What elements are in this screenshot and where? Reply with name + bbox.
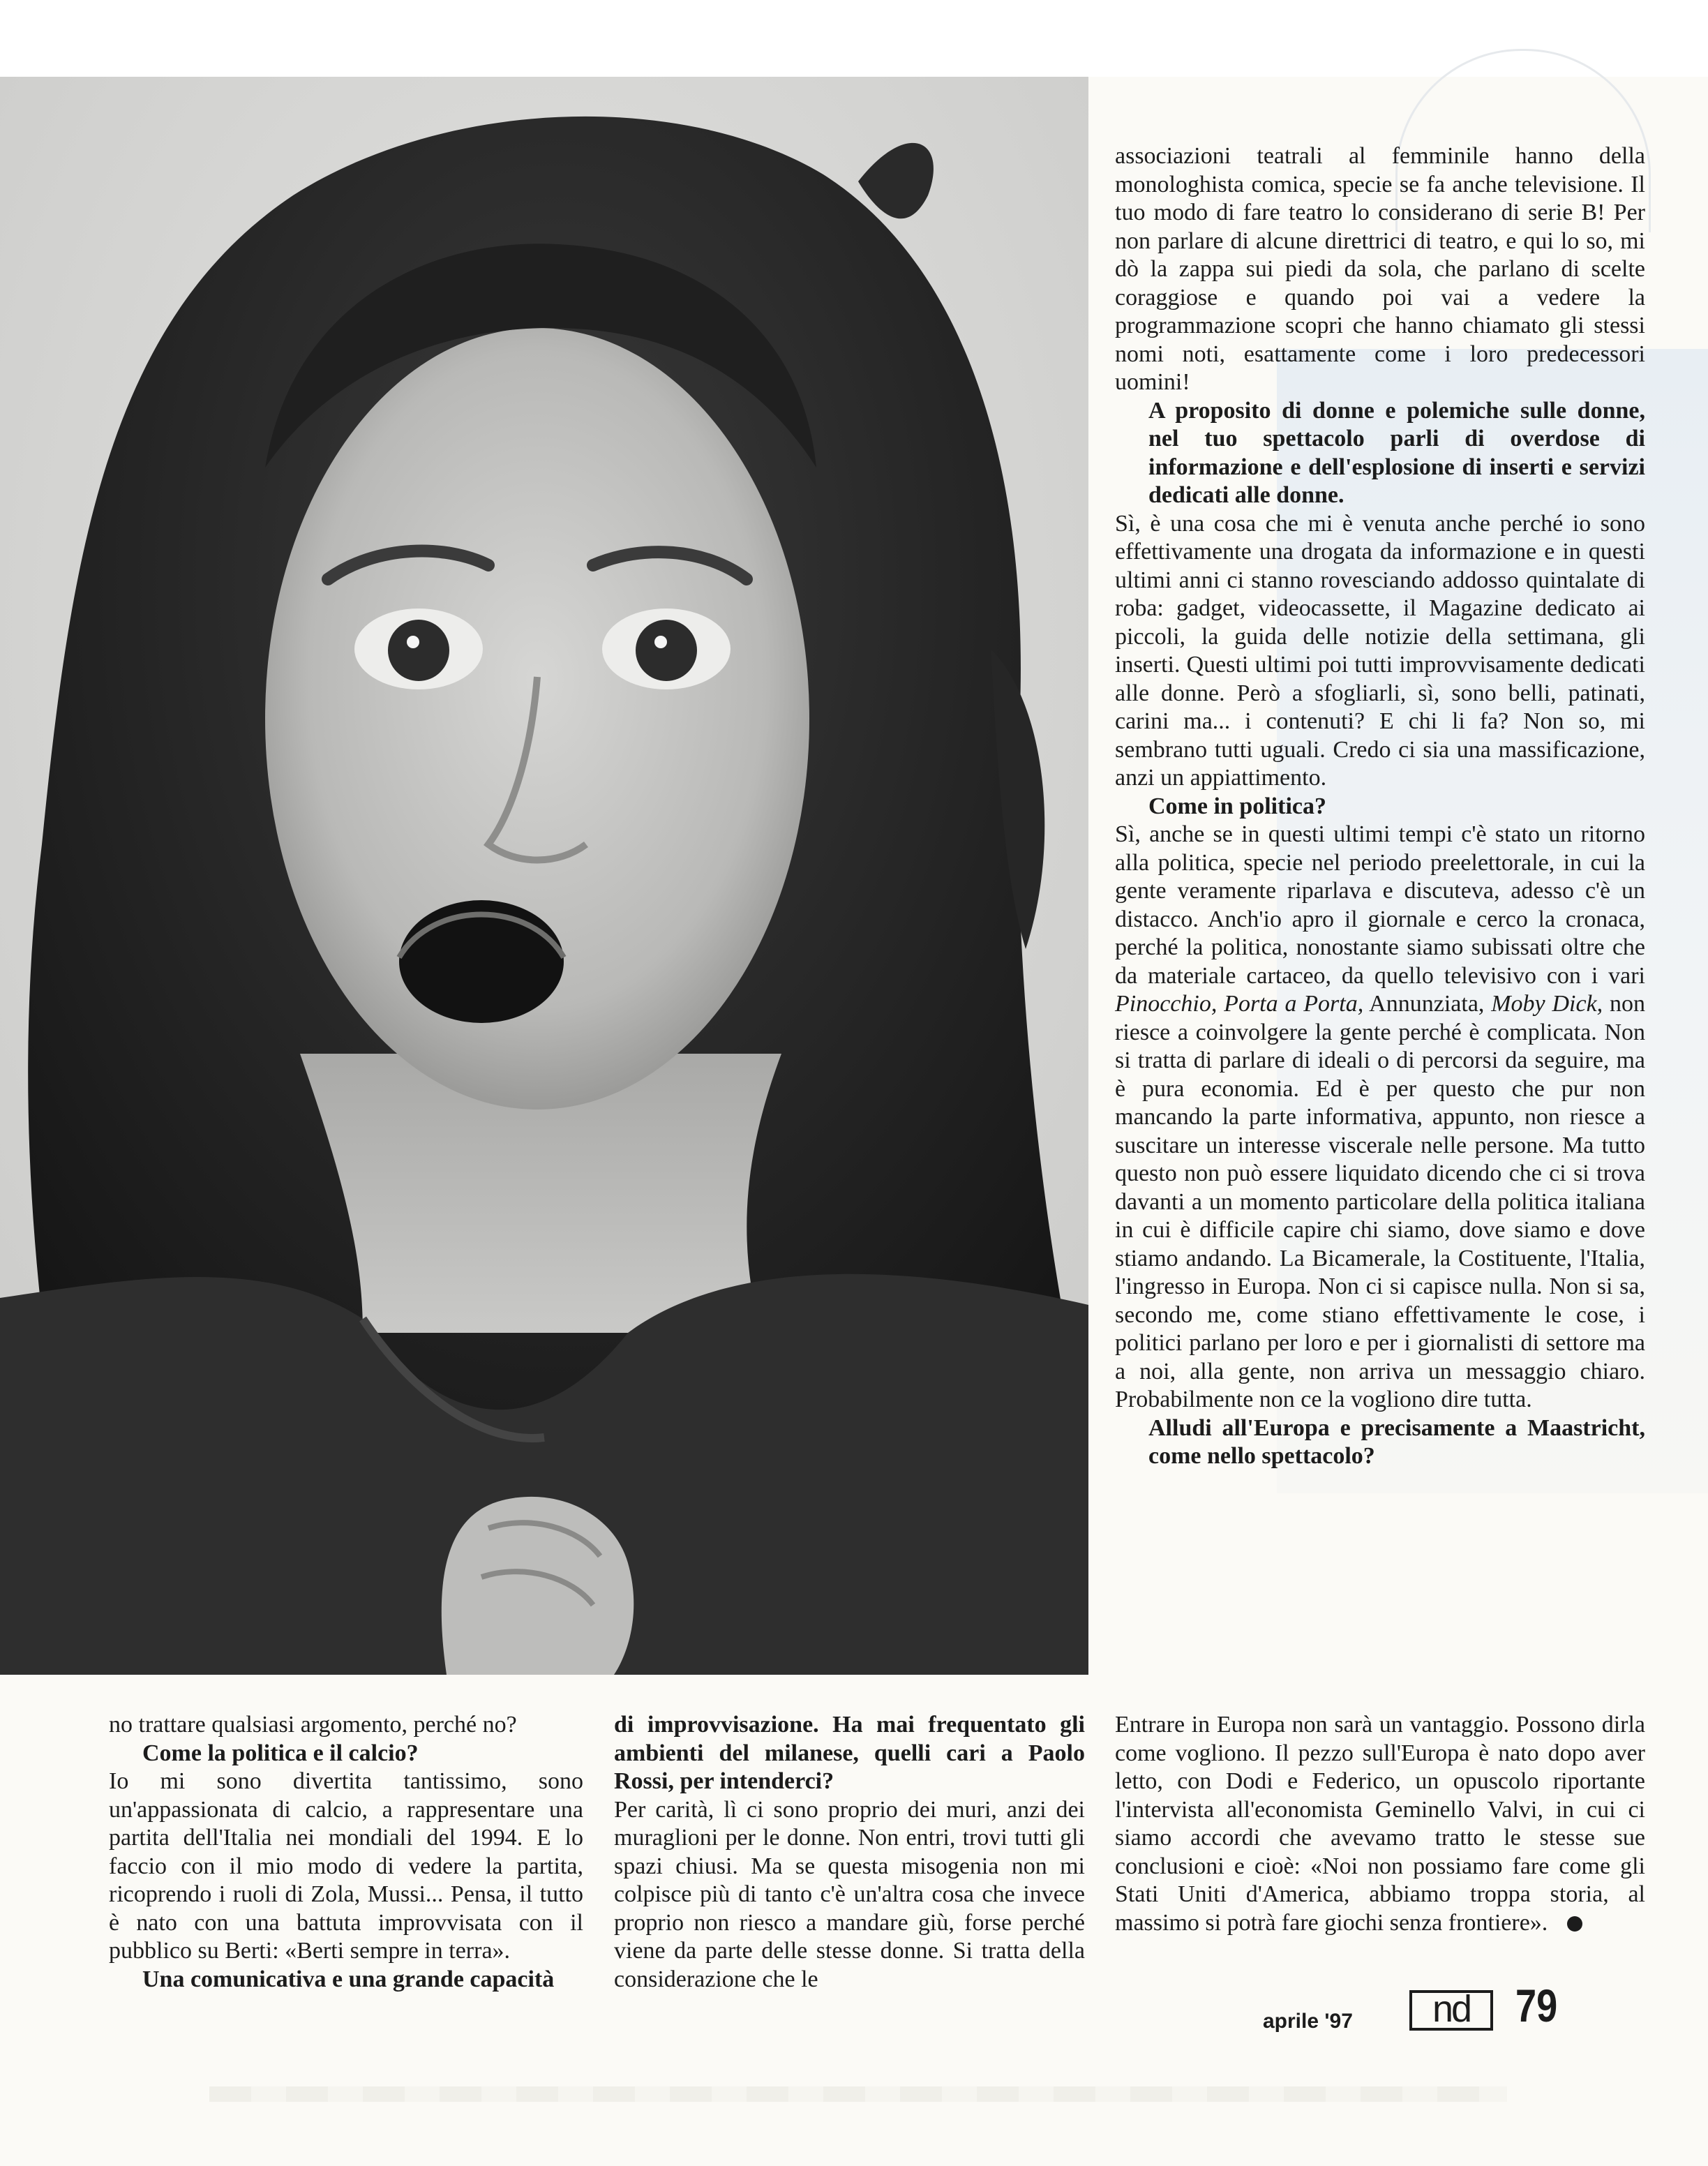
answer-text: non riesce a coinvolgere la gente perché è complicata. Non si tratta di parlare di ideali o di percorsi da seguire, ma è pura economia. Ed è per questo che pur non mancando la parte informativa, appunto, non riesce a suscitare un interesse viscerale nelle persone. Ma tutto questo non può essere liquidato dicendo che ci si trova davanti a un momento particolare della politica italiana in cui è difficile capire chi siamo, dove siamo e dove stiamo andando. La Bicamerale, la Costituente, l'Italia, l'ingresso in Europa. Non ci si capisce nulla. Non si sa, secondo me, come stiano effettivamente le cose, i politici parlano per loro e per i giornalisti di settore ma a noi, alla gente, non arriva un messaggio chiaro. Probabilmente non ce la vogliono dire tutta. [1115,991,1645,1412]
interview-question: Come la politica e il calcio? [142,1740,419,1766]
answer-paragraph [1115,821,1645,1414]
interview-question: Come in politica? [1148,793,1326,819]
answer-paragraph: Per carità, lì ci sono proprio dei muri, anzi dei muraglioni per le donne. Non entri, trovi tutti gli spazi chiusi. Ma se questa misogenia non mi colpisce più di tanto c'è un'altra cosa che invece proprio non riesco a mandare giù, forse perché viene da parte delle stesse donne. Si tratta della considerazione che le [614,1796,1085,1992]
text-column-bottom-left [109,1711,583,1994]
text-column-bottom-right [1115,1711,1645,1937]
answer-paragraph [1115,1711,1645,1937]
text-column-bottom-middle [614,1711,1085,1994]
answer-text: Annunziata, [1363,991,1492,1017]
answer-paragraph: Io mi sono divertita tantissimo, sono un'appassionata di calcio, a rappresentare una partita dell'Italia nei mondiali del 1994. E lo faccio con il mio modo di vedere la partita, ricoprendo i ruoli di Zola, Mussi... Pensa, il tutto è nato con una battuta improvvisata con il pubblico su Berti: «Berti sempre in terra». [109,1768,583,1964]
scan-top-margin [0,0,1708,77]
portrait-photo [0,77,1088,1675]
answer-italic-title: Moby Dick, [1491,991,1603,1017]
interview-question: di improvvisazione. Ha mai frequentato gli ambienti del milanese, quelli cari a Paolo Rossi, per intenderci? [614,1712,1085,1794]
portrait-illustration [0,77,1088,1675]
answer-italic-title: Pinocchio, Porta a Porta, [1115,991,1364,1017]
answer-text: Entrare in Europa non sarà un vantaggio. Possono dirla come vogliono. Il pezzo sull'Europa è nato dopo aver letto, con Dodi e Federico, un opuscolo riportante l'intervista all'economista Geminello Valvi, in cui ci siamo accordi che avevamo tratto le stesse sue conclusioni e cioè: «Noi non possiamo fare come gli Stati Uniti d'America, abbiamo troppa storia, al massimo si potrà fare giochi senza frontiere». [1115,1712,1645,1936]
interview-question: Una comunicativa e una grande capacità [142,1966,555,1992]
issue-date: aprile '97 [1263,2010,1353,2033]
interview-question: A proposito di donne e polemiche sulle donne, nel tuo spettacolo parli di overdose di informazione e dell'esplosione di inserti e servizi dedicati alle donne. [1148,397,1645,508]
interview-question: Alludi all'Europa e precisamente a Maastricht, come nello spettacolo? [1148,1414,1645,1469]
magazine-logo: nd [1409,1990,1493,2031]
answer-paragraph: Sì, è una cosa che mi è venuta anche perché io sono effettivamente una drogata da informazione e in questi ultimi anni ci stanno rovesciando addosso quintalate di roba: gadget, videocassette, il Magazine dedicato ai piccoli, la guida delle notizie della settimana, gli inserti. Questi ultimi poi tutti improvvisamente dedicati alle donne. Però a sfogliarli, sì, sono belli, patinati, carini ma... i contenuti? E chi li fa? Non so, mi sembrano tutti uguali. Credo ci sia una massificazione, anzi un appiattimento. [1115,510,1645,791]
answer-paragraph: associazioni teatrali al femminile hanno della monologhista comica, specie se fa anche televisione. Il tuo modo di fare teatro lo considerano di serie B! Per non parlare di alcune direttrici di teatro, e qui lo so, mi dò la zappa sui piedi da sola, che parlano di scelte coraggiose e quando poi vai a vedere la programmazione scopri che hanno chiamato gli stessi nomi noti, esattamente come i loro predecessori uomini! [1115,143,1645,395]
text-column-right [1115,142,1645,1471]
end-mark-icon [1567,1916,1582,1932]
page-number: 79 [1515,1980,1558,2031]
answer-paragraph: no trattare qualsiasi argomento, perché no? [109,1712,517,1738]
bleed-through-text [209,2086,1507,2102]
answer-text: Sì, anche se in questi ultimi tempi c'è stato un ritorno alla politica, specie nel periodo preelettorale, in cui la gente veramente riparlava e discuteva, adesso c'è un distacco. Anch'io apro il giornale e cerco la cronaca, perché la politica, nonostante siamo subissati oltre che da materiale cartaceo, da quello televisivo con i vari [1115,821,1645,989]
